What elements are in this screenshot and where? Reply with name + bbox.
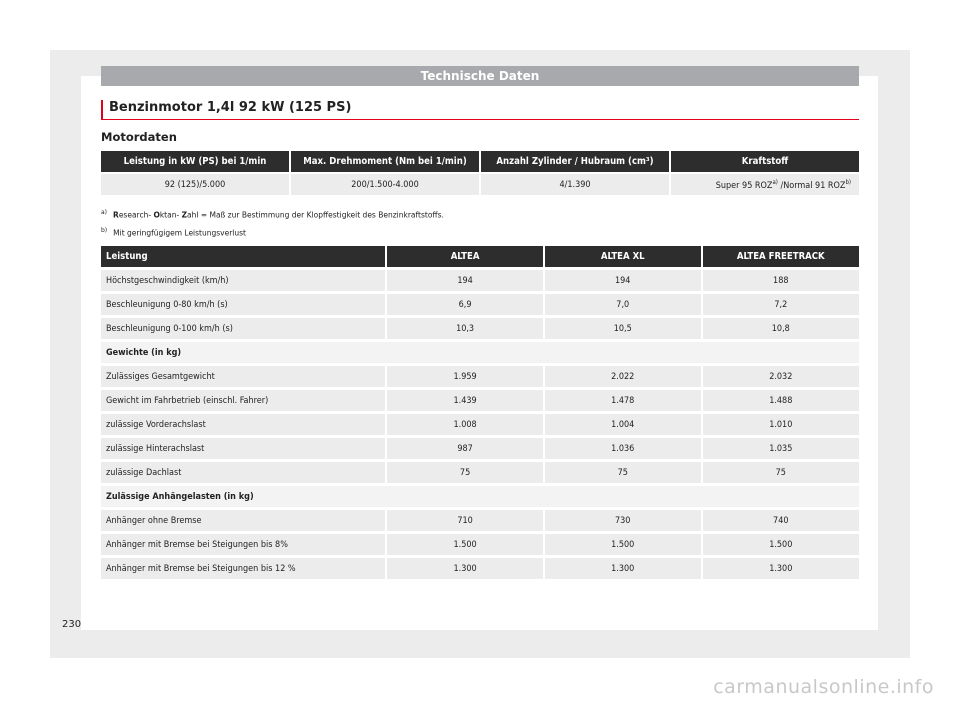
section-row bbox=[101, 486, 859, 507]
row-value: 7,2 bbox=[703, 294, 859, 315]
watermark: carmanualsonline.info bbox=[713, 676, 934, 698]
fuel-footnote-b-ref: b) bbox=[845, 178, 851, 186]
row-value: 75 bbox=[703, 462, 859, 483]
row-label: Anhänger ohne Bremse bbox=[101, 510, 385, 531]
footnote-a bbox=[101, 205, 444, 223]
row-label: zulässige Dachlast bbox=[101, 462, 385, 483]
performance-header-altea-xl: ALTEA XL bbox=[545, 246, 701, 267]
row-label: Anhänger mit Bremse bei Steigungen bis 8% bbox=[101, 534, 385, 555]
row-value: 10,5 bbox=[545, 318, 701, 339]
row-value: 1.500 bbox=[703, 534, 859, 555]
table-row bbox=[101, 462, 859, 483]
section-row bbox=[101, 342, 859, 363]
table-row bbox=[101, 558, 859, 579]
row-value: 194 bbox=[545, 270, 701, 291]
footnotes bbox=[101, 205, 444, 240]
row-value: 1.004 bbox=[545, 414, 701, 435]
motor-fuel-value bbox=[671, 174, 859, 195]
motor-table-header-row bbox=[101, 151, 859, 172]
footnote-a-r: R bbox=[113, 210, 119, 220]
table-row bbox=[101, 414, 859, 435]
row-value: 1.300 bbox=[545, 558, 701, 579]
row-value: 710 bbox=[387, 510, 543, 531]
fuel-footnote-a-ref: a) bbox=[772, 178, 778, 186]
row-value: 75 bbox=[545, 462, 701, 483]
performance-table bbox=[99, 243, 861, 582]
row-value: 6,9 bbox=[387, 294, 543, 315]
motor-header-fuel: Kraftstoff bbox=[671, 151, 859, 172]
motor-header-power: Leistung in kW (PS) bei 1/min bbox=[101, 151, 289, 172]
motor-cylinders-value: 4/1.390 bbox=[481, 174, 669, 195]
motor-torque-value: 200/1.500-4.000 bbox=[291, 174, 479, 195]
row-value: 1.035 bbox=[703, 438, 859, 459]
row-value: 194 bbox=[387, 270, 543, 291]
page-number: 230 bbox=[62, 619, 82, 630]
row-label: Beschleunigung 0-100 km/h (s) bbox=[101, 318, 385, 339]
row-value: 1.439 bbox=[387, 390, 543, 411]
chapter-header: Technische Daten bbox=[101, 66, 859, 86]
row-value: 1.300 bbox=[703, 558, 859, 579]
motor-header-cylinders: Anzahl Zylinder / Hubraum (cm³) bbox=[481, 151, 669, 172]
performance-header-altea: ALTEA bbox=[387, 246, 543, 267]
row-label: Anhänger mit Bremse bei Steigungen bis 12 % bbox=[101, 558, 385, 579]
footnote-a-o: O bbox=[153, 210, 160, 220]
table-row bbox=[101, 318, 859, 339]
motor-data-table bbox=[99, 149, 861, 197]
row-value: 1.488 bbox=[703, 390, 859, 411]
row-value: 1.300 bbox=[387, 558, 543, 579]
row-label: zulässige Hinterachslast bbox=[101, 438, 385, 459]
row-label: Beschleunigung 0-80 km/h (s) bbox=[101, 294, 385, 315]
table-row bbox=[101, 294, 859, 315]
fuel-text-2: /Normal 91 ROZ bbox=[777, 180, 846, 191]
footnote-b-marker: b) bbox=[101, 226, 108, 234]
row-label: zulässige Vorderachslast bbox=[101, 414, 385, 435]
row-value: 2.032 bbox=[703, 366, 859, 387]
row-label: Gewicht im Fahrbetrieb (einschl. Fahrer) bbox=[101, 390, 385, 411]
section-heading: Gewichte (in kg) bbox=[101, 342, 859, 363]
row-value: 2.022 bbox=[545, 366, 701, 387]
footnote-a-z-rest: ahl = Maß zur Bestimmung der Klopffestigkeit des Benzinkraftstoffs. bbox=[187, 210, 444, 220]
row-value: 1.478 bbox=[545, 390, 701, 411]
row-value: 730 bbox=[545, 510, 701, 531]
footnote-b-text: Mit geringfügigem Leistungsverlust bbox=[113, 228, 246, 237]
row-label: Höchstgeschwindigkeit (km/h) bbox=[101, 270, 385, 291]
row-label: Zulässiges Gesamtgewicht bbox=[101, 366, 385, 387]
row-value: 10,8 bbox=[703, 318, 859, 339]
motor-data-subtitle: Motordaten bbox=[101, 130, 177, 144]
performance-header-leistung: Leistung bbox=[101, 246, 385, 267]
row-value: 1.010 bbox=[703, 414, 859, 435]
row-value: 7,0 bbox=[545, 294, 701, 315]
section-heading: Zulässige Anhängelasten (in kg) bbox=[101, 486, 859, 507]
motor-header-torque: Max. Drehmoment (Nm bei 1/min) bbox=[291, 151, 479, 172]
row-value: 188 bbox=[703, 270, 859, 291]
footnote-b bbox=[101, 223, 444, 241]
row-value: 1.959 bbox=[387, 366, 543, 387]
section-title: Benzinmotor 1,4l 92 kW (125 PS) bbox=[101, 100, 859, 120]
table-row bbox=[101, 366, 859, 387]
table-row bbox=[101, 390, 859, 411]
footnote-a-marker: a) bbox=[101, 209, 108, 216]
row-value: 1.008 bbox=[387, 414, 543, 435]
table-row bbox=[101, 438, 859, 459]
row-value: 1.036 bbox=[545, 438, 701, 459]
row-value: 987 bbox=[387, 438, 543, 459]
footnote-a-z: Z bbox=[181, 210, 188, 220]
row-value: 10,3 bbox=[387, 318, 543, 339]
table-row bbox=[101, 270, 859, 291]
row-value: 740 bbox=[703, 510, 859, 531]
row-value: 75 bbox=[387, 462, 543, 483]
table-row bbox=[101, 510, 859, 531]
row-value: 1.500 bbox=[387, 534, 543, 555]
footnote-a-r-rest: esearch- bbox=[118, 210, 154, 220]
motor-power-value: 92 (125)/5.000 bbox=[101, 174, 289, 195]
table-row bbox=[101, 534, 859, 555]
performance-header-row bbox=[101, 246, 859, 267]
fuel-text-1: Super 95 ROZ bbox=[715, 180, 773, 191]
performance-header-altea-freetrack: ALTEA FREETRACK bbox=[703, 246, 859, 267]
motor-table-row bbox=[101, 174, 859, 195]
footnote-a-o-rest: ktan- bbox=[159, 210, 182, 220]
row-value: 1.500 bbox=[545, 534, 701, 555]
